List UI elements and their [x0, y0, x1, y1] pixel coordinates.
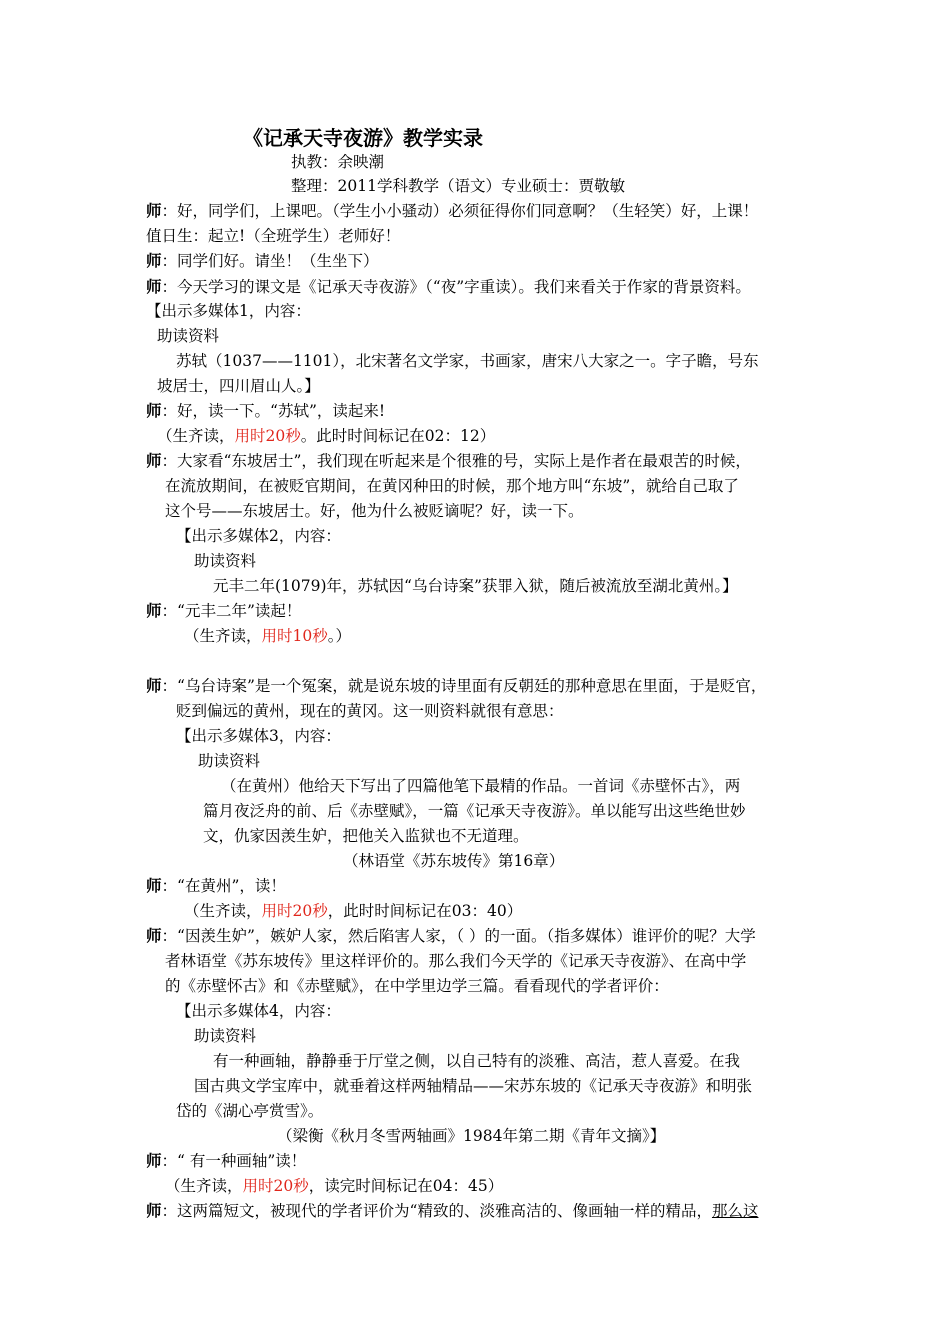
- speaker: 师: [146, 201, 162, 220]
- reference-heading: 助读资料: [198, 752, 261, 770]
- reference-text: （在黄州）他给天下写出了四篇他笔下最精的作品。一首词《赤壁怀古》，两: [221, 777, 741, 795]
- timing-highlight: 用时20秒: [234, 427, 301, 445]
- dialogue-line: 师：好，同学们，上课吧。（学生小小骚动）必须征得你们同意啊？（生轻笑）好，上课！: [146, 201, 759, 220]
- dialogue-line: 的《赤壁怀古》和《赤壁赋》，在中学里边学三篇。看看现代的学者评价：: [165, 977, 669, 995]
- dialogue-line: 在流放期间，在被贬官期间，在黄冈种田的时候，那个地方叫“东坡”，就给自己取了: [165, 477, 739, 495]
- dialogue-line: 师：“在黄州”，读！: [146, 876, 286, 895]
- timing-note: （生齐读，用时20秒，此时时间标记在03：40）: [184, 902, 523, 920]
- dialogue-line: 师：今天学习的课文是《记承天寺夜游》（“夜”字重读）。我们来看关于作家的背景资料。: [146, 277, 751, 296]
- dialogue-line: 师：这两篇短文，被现代的学者评价为“精致的、淡雅高洁的、像画轴一样的精品，那么这: [146, 1201, 759, 1220]
- speaker: 师: [146, 401, 162, 420]
- reference-heading: 助读资料: [194, 1027, 257, 1045]
- doc-author: 执教：余映潮: [291, 153, 385, 171]
- media-note: 【出示多媒体4，内容：: [176, 1002, 341, 1020]
- reference-heading: 助读资料: [194, 552, 257, 570]
- reference-source: （林语堂《苏东坡传》第16章）: [343, 852, 565, 870]
- media-note: 【出示多媒体3，内容：: [176, 727, 341, 745]
- speaker: 师: [146, 451, 162, 470]
- speaker: 师: [146, 251, 162, 270]
- reference-text: 国古典文学宝库中，就垂着这样两轴精品——宋苏东坡的《记承天寺夜游》和明张: [194, 1077, 753, 1095]
- dialogue-line: 师：好，读一下。“苏轼”，读起来!: [146, 401, 386, 420]
- reference-text: 坡居士，四川眉山人。】: [157, 377, 320, 395]
- timing-highlight: 用时20秒: [242, 1177, 309, 1195]
- doc-editor: 整理：2011学科教学（语文）专业硕士：贾敬敏: [291, 177, 625, 195]
- dialogue-line: 者林语堂《苏东坡传》里这样评价的。那么我们今天学的《记承天寺夜游》、在高中学: [165, 952, 747, 970]
- timing-highlight: 用时20秒: [261, 902, 328, 920]
- reference-text: 苏轼（1037——1101），北宋著名文学家，书画家，唐宋八大家之一。字子瞻，号东: [176, 352, 759, 370]
- dialogue-line: 值日生：起立!（全班学生）老师好！: [146, 227, 401, 245]
- dialogue-line: 师：同学们好。请坐！（生坐下）: [146, 251, 379, 270]
- speaker: 师: [146, 926, 162, 945]
- speaker: 师: [146, 277, 162, 296]
- timing-note: （生齐读，用时20秒。此时时间标记在02：12）: [157, 427, 496, 445]
- media-note: 【出示多媒体2，内容：: [176, 527, 341, 545]
- timing-note: （生齐读，用时20秒，读完时间标记在04：45）: [165, 1177, 504, 1195]
- reference-text: 篇月夜泛舟的前、后《赤壁赋》，一篇《记承天寺夜游》。单以能写出这些绝世妙: [203, 802, 746, 820]
- underlined-text: 那么这: [711, 1202, 759, 1220]
- reference-heading: 助读资料: [157, 327, 220, 345]
- speaker: 师: [146, 676, 162, 695]
- reference-text: 元丰二年(1079)年，苏轼因“乌台诗案”获罪入狱，随后被流放至湖北黄州。】: [213, 577, 738, 595]
- reference-text: 文，仇家因羡生妒，把他关入监狱也不无道理。: [203, 827, 529, 845]
- dialogue-line: 师：“元丰二年”读起！: [146, 601, 302, 620]
- speaker: 师: [146, 1201, 162, 1220]
- reference-text: 有一种画轴，静静垂于厅堂之侧，以自己特有的淡雅、高洁，惹人喜爱。在我: [213, 1052, 741, 1070]
- dialogue-line: 贬到偏远的黄州，现在的黄冈。这一则资料就很有意思：: [176, 702, 564, 720]
- dialogue-line: 师：“ 有一种画轴”读！: [146, 1151, 307, 1170]
- dialogue-line: 这个号——东坡居士。好，他为什么被贬谪呢？好，读一下。: [165, 502, 584, 520]
- reference-text: 岱的《湖心亭赏雪》。: [176, 1102, 324, 1120]
- timing-note: （生齐读，用时10秒。）: [184, 627, 352, 645]
- speaker: 师: [146, 601, 162, 620]
- speaker: 师: [146, 1151, 162, 1170]
- dialogue-line: 师：大家看“东坡居士”，我们现在听起来是个很雅的号，实际上是作者在最艰苦的时候，: [146, 451, 751, 470]
- timing-highlight: 用时10秒: [261, 627, 328, 645]
- dialogue-line: 师：“乌台诗案”是一个冤案，就是说东坡的诗里面有反朝廷的那种意思在里面，于是贬官，: [146, 676, 767, 695]
- speaker: 师: [146, 876, 162, 895]
- media-note: 【出示多媒体1，内容：: [146, 302, 311, 320]
- doc-title: 《记承天寺夜游》教学实录: [243, 126, 483, 150]
- dialogue-line: 师：“因羡生妒”，嫉妒人家，然后陷害人家，（ ）的一面。（指多媒体）谁评价的呢？大学: [146, 926, 756, 945]
- reference-source: （梁衡《秋月冬雪两轴画》1984年第二期《青年文摘》】: [277, 1127, 666, 1145]
